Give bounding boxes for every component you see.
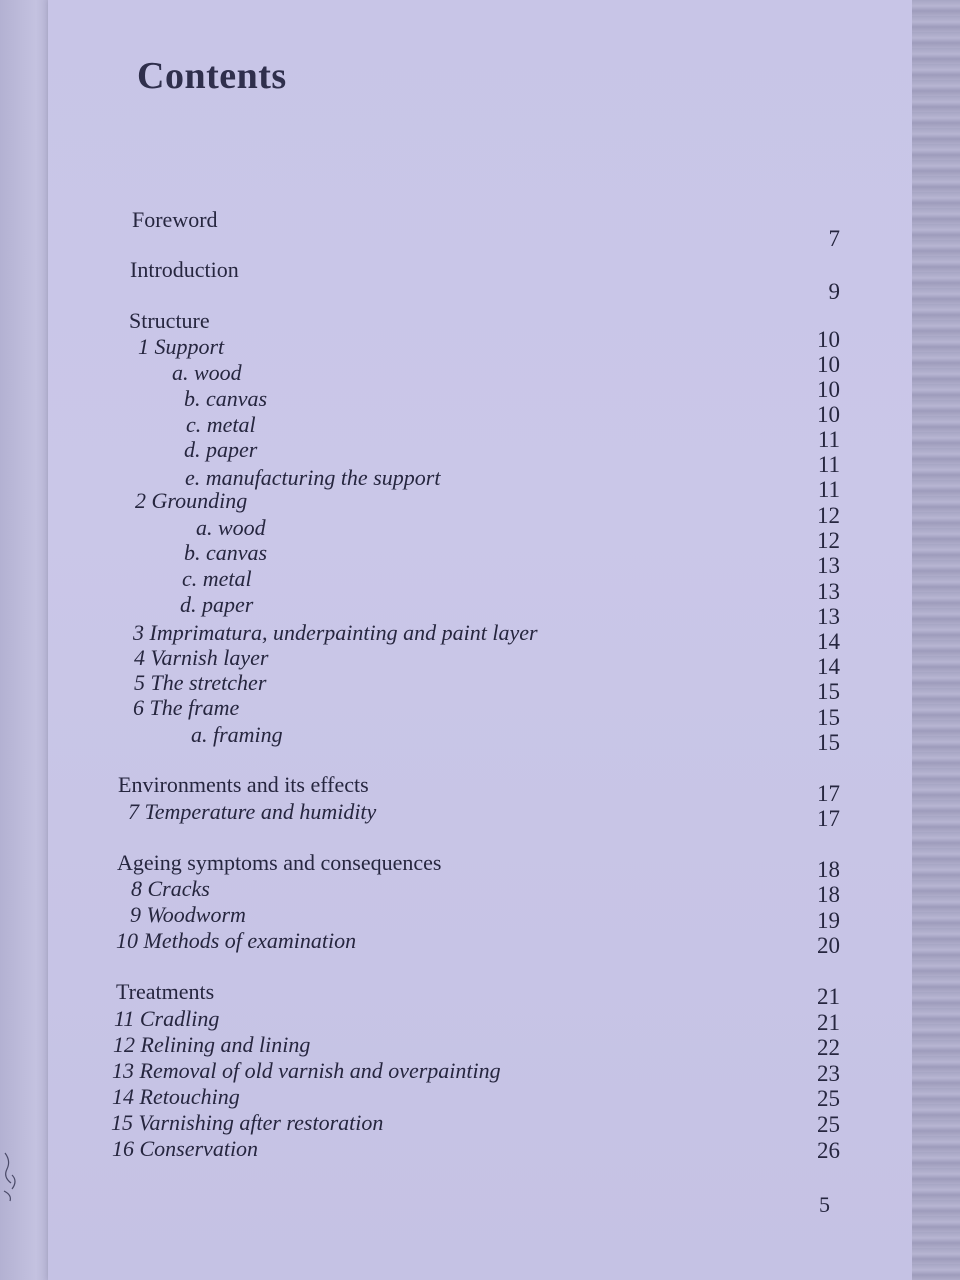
toc-subentry: c. metal — [182, 566, 252, 591]
toc-page-number: 22 — [817, 1035, 840, 1060]
toc-chapter-entry: 16 Conservation — [112, 1136, 259, 1161]
toc-subentry: b. canvas — [184, 386, 268, 411]
page-folio-number: 5 — [819, 1192, 830, 1217]
toc-chapter-entry: 1 Support — [138, 334, 225, 359]
toc-chapter-entry: 6 The frame — [133, 695, 240, 720]
toc-chapter-entry: 14 Retouching — [112, 1084, 240, 1109]
toc-page-number: 21 — [817, 984, 840, 1009]
toc-page-number: 15 — [817, 730, 840, 755]
toc-chapter-entry: 7 Temperature and humidity — [128, 799, 377, 824]
toc-section-heading: Foreword — [132, 207, 218, 232]
toc-subentry: d. paper — [184, 437, 258, 462]
toc-page-number: 13 — [817, 553, 840, 578]
toc-chapter-entry: 2 Grounding — [135, 488, 248, 513]
toc-subentry: e. manufacturing the support — [185, 465, 441, 490]
toc-page-number: 13 — [817, 579, 840, 604]
toc-page-number: 15 — [817, 705, 840, 730]
toc-page-number: 13 — [817, 604, 840, 629]
toc-page-number: 10 — [817, 327, 840, 352]
toc-page-number: 17 — [817, 781, 840, 806]
toc-page-number: 9 — [828, 279, 840, 304]
toc-page-number: 23 — [817, 1061, 840, 1086]
toc-chapter-entry: 15 Varnishing after restoration — [111, 1110, 384, 1135]
toc-subentry: d. paper — [180, 592, 254, 617]
toc-page-number: 15 — [817, 679, 840, 704]
toc-subentry: a. framing — [191, 722, 283, 747]
toc-section-heading: Ageing symptoms and consequences — [117, 850, 442, 875]
toc-page-number: 25 — [817, 1086, 840, 1111]
toc-page-number: 20 — [817, 933, 840, 958]
toc-chapter-entry: 5 The stretcher — [134, 670, 267, 695]
toc-subentry: a. wood — [196, 515, 266, 540]
toc-page-number: 14 — [817, 654, 840, 679]
toc-page-number: 11 — [817, 477, 840, 502]
toc-chapter-entry: 3 Imprimatura, underpainting and paint layer — [133, 620, 538, 645]
toc-subentry: c. metal — [186, 412, 256, 437]
toc-page-number: 18 — [817, 882, 840, 907]
toc-page-number: 12 — [817, 528, 840, 553]
toc-page-number: 10 — [817, 352, 840, 377]
toc-page-number: 10 — [817, 402, 840, 427]
toc-page-number: 26 — [817, 1138, 840, 1163]
page-title: Contents — [137, 55, 287, 97]
toc-chapter-entry: 9 Woodworm — [130, 902, 246, 927]
toc-section-heading: Structure — [129, 308, 210, 333]
toc-page-number: 11 — [817, 452, 840, 477]
toc-page-number: 12 — [817, 503, 840, 528]
toc-chapter-entry: 10 Methods of examination — [116, 928, 357, 953]
toc-chapter-entry: 8 Cracks — [131, 876, 210, 901]
toc-page-number: 21 — [817, 1010, 840, 1035]
margin-scribble-icon — [0, 1145, 30, 1205]
toc-section-heading: Environments and its effects — [118, 772, 369, 797]
toc-subentry: b. canvas — [184, 540, 268, 565]
toc-page-number: 17 — [817, 806, 840, 831]
toc-page-number: 25 — [817, 1112, 840, 1137]
toc-section-heading: Introduction — [130, 257, 239, 282]
toc-page-number: 19 — [817, 908, 840, 933]
toc-page-number: 14 — [817, 629, 840, 654]
toc-chapter-entry: 13 Removal of old varnish and overpainting — [112, 1058, 501, 1083]
toc-chapter-entry: 12 Relining and lining — [113, 1032, 311, 1057]
toc-page-number: 18 — [817, 857, 840, 882]
toc-page-number: 10 — [817, 377, 840, 402]
toc-section-heading: Treatments — [116, 979, 215, 1004]
toc-page-number: 7 — [828, 226, 840, 251]
toc-chapter-entry: 4 Varnish layer — [134, 645, 269, 670]
toc-chapter-entry: 11 Cradling — [114, 1006, 220, 1031]
toc-page-number: 11 — [817, 427, 840, 452]
toc-subentry: a. wood — [172, 360, 242, 385]
